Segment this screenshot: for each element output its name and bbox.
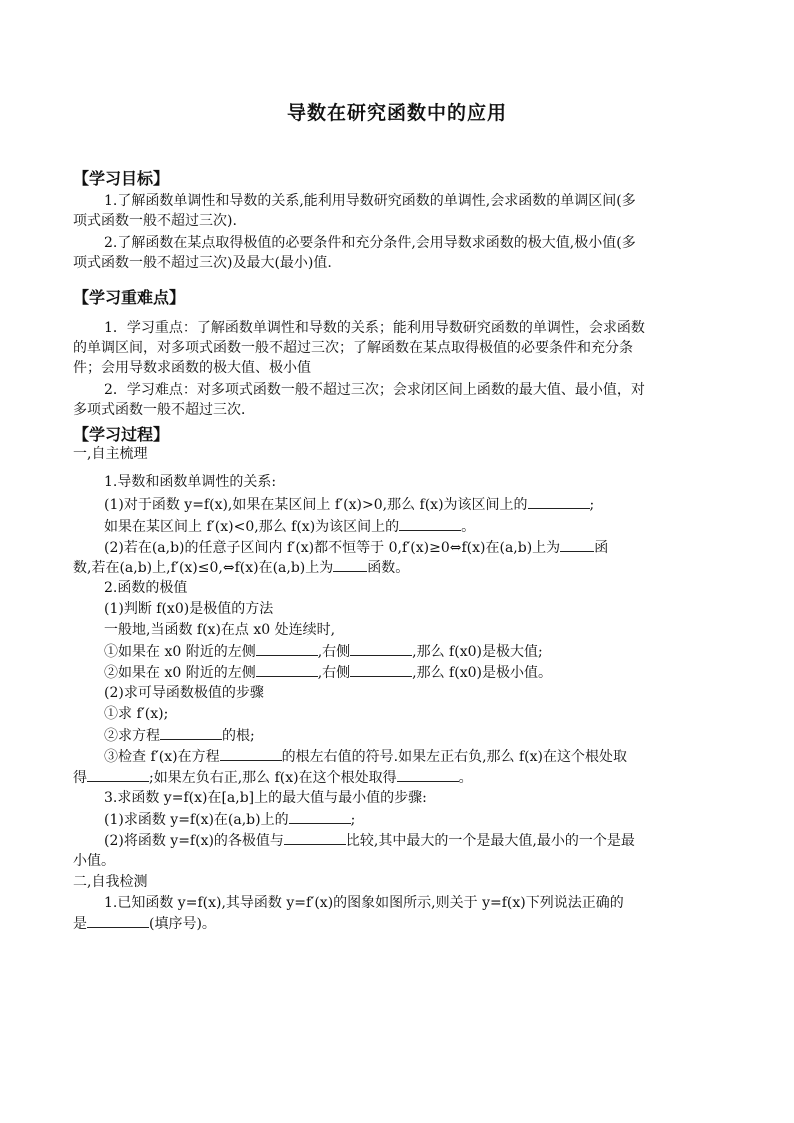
item-2-4-mid: ,右侧	[317, 665, 351, 681]
key-point-1-line-1: 1．学习重点：了解函数单调性和导数的关系；能利用导数研究函数的单调性，会求函数	[104, 320, 645, 336]
item-1-1-text: (1)对于函数 y=f(x),如果在某区间上 f′(x)>0,那么 f(x)为该区间上的	[104, 497, 528, 513]
fill-blank[interactable]	[256, 641, 318, 656]
fill-blank[interactable]	[256, 662, 318, 677]
part-1-heading: 一,自主梳理	[73, 446, 148, 462]
question-1-end: (填序号)。	[149, 916, 216, 932]
item-2-1-line: (1)判断 f(x0)是极值的方法	[104, 601, 274, 617]
item-2-4-text: ②如果在 x0 附近的左侧	[104, 665, 256, 681]
item-1-4-text: 数,若在(a,b)上,f′(x)≤0,⇔f(x)在(a,b)上为	[73, 560, 334, 576]
fill-blank[interactable]	[397, 767, 459, 782]
section-heading-key-points: 【学习重难点】	[73, 288, 186, 307]
item-2-4-end: ,那么 f(x0)是极小值。	[412, 665, 552, 681]
item-2-2-line: 一般地,当函数 f(x)在点 x0 处连续时,	[104, 622, 336, 638]
item-2-9-mid: ;如果左负右正,那么 f(x)在这个根处取得	[149, 770, 397, 786]
item-3-2-text: (2)将函数 y=f(x)的各极值与	[104, 833, 284, 849]
section-heading-process: 【学习过程】	[73, 425, 170, 444]
key-point-2-line-1: 2．学习难点：对多项式函数一般不超过三次；会求闭区间上函数的最大值、最小值，对	[104, 382, 645, 398]
fill-blank[interactable]	[560, 537, 594, 552]
key-point-2-line-2: 多项式函数一般不超过三次．	[73, 402, 255, 418]
item-2-7-end: 的根;	[222, 728, 255, 744]
item-1-2-text: 如果在某区间上 f′(x)<0,那么 f(x)为该区间上的	[104, 519, 400, 535]
fill-blank[interactable]	[350, 641, 412, 656]
question-1-text: 是	[73, 916, 87, 932]
goal-2-line-2: 项式函数一般不超过三次)及最大(最小)值.	[73, 255, 332, 271]
goal-1-line-2: 项式函数一般不超过三次).	[73, 213, 237, 229]
item-1-3-line	[104, 537, 608, 558]
item-1-4-line	[73, 557, 409, 578]
fill-blank[interactable]	[87, 767, 149, 782]
item-2-3-mid: ,右侧	[317, 644, 351, 660]
item-1-2-line	[104, 516, 475, 537]
key-point-1-line-3: 件；会用导数求函数的极大值、极小值	[73, 360, 311, 376]
item-2-5-line: (2)求可导函数极值的步骤	[104, 685, 264, 701]
item-3-2-end: 比较,其中最大的一个是最大值,最小的一个是最	[345, 833, 635, 849]
item-1-3-end: 函	[594, 540, 609, 556]
fill-blank[interactable]	[399, 516, 461, 531]
item-2-8-end: 的根左右值的符号.如果左正右负,那么 f(x)在这个根处取	[281, 749, 627, 765]
item-1-2-end: 。	[461, 519, 476, 535]
fill-blank[interactable]	[350, 662, 412, 677]
fill-blank[interactable]	[87, 913, 149, 928]
item-2-7-text: ②求方程	[104, 728, 160, 744]
item-1-3-text: (2)若在(a,b)的任意子区间内 f′(x)都不恒等于 0,f′(x)≥0⇔f(x)在(a,b)上为	[104, 540, 561, 556]
item-1-1-line	[104, 494, 594, 515]
key-point-1-line-2: 的单调区间，对多项式函数一般不超过三次；了解函数在某点取得极值的必要条件和充分条	[73, 340, 633, 356]
fill-blank[interactable]	[220, 746, 282, 761]
item-3-1-text: (1)求函数 y=f(x)在(a,b)上的	[104, 812, 289, 828]
item-2-6-line: ①求 f′(x);	[104, 706, 169, 722]
item-3-3-line: 小值。	[73, 853, 115, 869]
section-heading-goals: 【学习目标】	[73, 169, 170, 188]
fill-blank[interactable]	[289, 809, 351, 824]
item-2-4-line	[104, 662, 552, 683]
item-2-3-text: ①如果在 x0 附近的左侧	[104, 644, 256, 660]
question-1-line-1: 1.已知函数 y=f(x),其导函数 y=f′(x)的图象如图所示,则关于 y=f(x)下列说法正确的	[104, 895, 624, 911]
item-2-3-line	[104, 641, 543, 662]
fill-blank[interactable]	[333, 557, 367, 572]
item-2-heading: 2.函数的极值	[104, 580, 188, 596]
fill-blank[interactable]	[528, 494, 590, 509]
item-3-1-line	[104, 809, 355, 830]
page-title: 导数在研究函数中的应用	[286, 102, 507, 124]
item-2-3-end: ,那么 f(x0)是极大值;	[412, 644, 543, 660]
item-1-1-end: ;	[589, 497, 595, 513]
item-3-2-line	[104, 830, 635, 851]
fill-blank[interactable]	[160, 725, 222, 740]
item-2-7-line	[104, 725, 255, 746]
item-2-8-text: ③检查 f′(x)在方程	[104, 749, 220, 765]
fill-blank[interactable]	[284, 830, 346, 845]
goal-1-line-1: 1.了解函数单调性和导数的关系,能利用导数研究函数的单调性,会求函数的单调区间(多	[104, 193, 636, 209]
item-2-9-text: 得	[73, 770, 87, 786]
item-1-heading: 1.导数和函数单调性的关系:	[104, 474, 277, 490]
part-2-heading: 二,自我检测	[73, 874, 148, 890]
item-3-1-end: ;	[350, 812, 356, 828]
goal-2-line-1: 2.了解函数在某点取得极值的必要条件和充分条件,会用导数求函数的极大值,极小值(多	[104, 235, 636, 251]
item-2-9-line	[73, 767, 473, 788]
item-1-4-end: 函数。	[367, 560, 410, 576]
question-1-line-2	[73, 913, 216, 934]
item-2-9-end: 。	[458, 770, 473, 786]
item-3-heading: 3.求函数 y=f(x)在[a,b]上的最大值与最小值的步骤:	[104, 790, 427, 806]
item-2-8-line	[104, 746, 627, 767]
